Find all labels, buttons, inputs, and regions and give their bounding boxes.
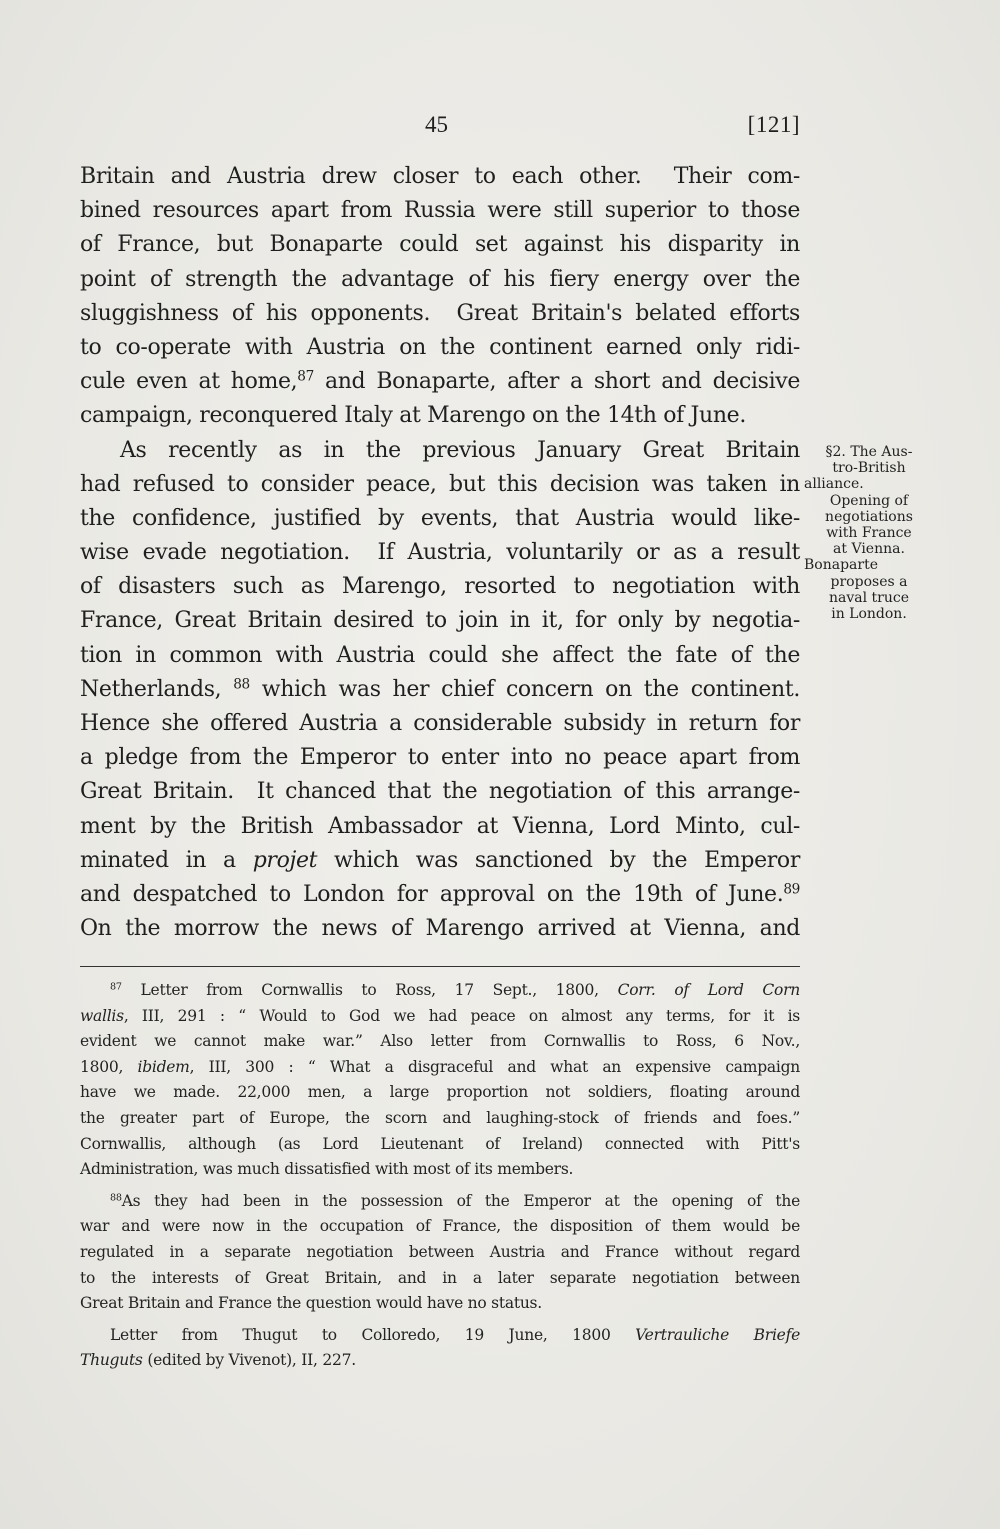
text-line: of disasters such as Marengo, resorted to negotiation with: [80, 574, 800, 600]
text-line: campaign, reconquered Italy at Marengo on the 14th of June.: [80, 403, 746, 429]
text-line: the confidence, justified by events, that Austria would like-: [80, 505, 800, 531]
text-line: had refused to consider peace, but this decision was taken in: [80, 471, 800, 497]
original-page-number: [121]: [747, 112, 800, 137]
footnote-line: Great Britain and France the question would have no status.: [80, 1294, 542, 1313]
text-line: cule even at home,$^{87}$ and Bonaparte, after a short and decisive: [80, 368, 800, 395]
footnote-ref-88: 88: [233, 676, 250, 693]
text-line: a pledge from the Emperor to enter into no peace apart from: [80, 745, 800, 771]
footnote-divider: [80, 966, 800, 967]
text-line: bined resources apart from Russia were still superior to those: [80, 198, 800, 224]
text-line: Hence she offered Austria a considerable subsidy in return for: [80, 711, 800, 736]
text-line: sluggishness of his opponents. Great Britain's belated efforts: [80, 300, 800, 326]
footnote-88: $^{88}$As they had been in the possession of the Emperor at the opening of the: [110, 1191, 800, 1210]
footnote-line: evident we cannot make war.” Also letter from Cornwallis to Ross, 6 Nov.,: [80, 1032, 800, 1051]
text-line: and despatched to London for approval on the 19th of June.$^{89}$: [80, 881, 800, 907]
footnote-89: Letter from Thugut to Colloredo, 19 June, 1800 Vertrauliche Briefe: [110, 1325, 800, 1344]
footnote-line: Cornwallis, although (as Lord Lieutenant of Ireland) connected with Pitt's: [80, 1134, 800, 1153]
text-line: ment by the British Ambassador at Vienna, Lord Minto, cul-: [80, 813, 800, 839]
footnote-line: Thuguts (edited by Vivenot), II, 227.: [80, 1351, 356, 1370]
footnote-line: regulated in a separate negotiation between Austria and France without regard: [80, 1242, 800, 1261]
footnote-line: have we made. 22,000 men, a large proportion not soldiers, floating around: [80, 1083, 800, 1102]
footnote-line: to the interests of Great Britain, and in a later separate negotiation between: [80, 1268, 800, 1287]
text-line: to co-operate with Austria on the continent earned only ridi-: [80, 334, 800, 360]
footnote-line: Administration, was much dissatisfied with most of its members.: [80, 1160, 574, 1179]
text-line: wise evade negotiation. If Austria, voluntarily or as a result: [80, 540, 800, 566]
text-line: Britain and Austria drew closer to each other. Their com-: [80, 164, 800, 189]
text-line: Netherlands, $^{88}$ which was her chief concern on the continent.: [80, 676, 800, 702]
text-line: of France, but Bonaparte could set against his disparity in: [80, 232, 800, 258]
footnote-line: wallis, III, 291 : “ Would to God we had peace on almost any terms, for it is: [80, 1006, 800, 1025]
main-text: [80, 160, 800, 946]
marginal-note: §2. The Aus- tro-British alliance. Opening of negotiations with France at Vienna. Bonaparte proposes a naval truce in London.: [804, 444, 913, 623]
text-line: Great Britain. It chanced that the negotiation of this arrange-: [80, 779, 800, 805]
page-number: 45: [425, 112, 448, 137]
running-header: [80, 112, 800, 146]
text-line: As recently as in the previous January Great Britain: [120, 437, 800, 463]
text-line: On the morrow the news of Marengo arrived at Vienna, and: [80, 916, 800, 942]
text-line: tion in common with Austria could she affect the fate of the: [80, 642, 800, 668]
footnote-87: $^{87}$ Letter from Cornwallis to Ross, 17 Sept., 1800, Corr. of Lord Corn: [110, 981, 801, 999]
footnote-ref-89: 89: [783, 881, 800, 898]
text-line: point of strength the advantage of his fiery energy over the: [80, 266, 800, 292]
footnote-line: the greater part of Europe, the scorn and laughing-stock of friends and foes.”: [80, 1108, 800, 1127]
text-line: minated in a projet which was sanctioned by the Emperor: [80, 847, 800, 873]
footnotes: [80, 978, 800, 1374]
text-line: France, Great Britain desired to join in it, for only by negotia-: [80, 608, 800, 634]
footnote-line: 1800, ibidem, III, 300 : “ What a disgraceful and what an expensive campaign: [80, 1057, 800, 1076]
footnote-ref-87: 87: [297, 368, 314, 385]
footnote-line: war and were now in the occupation of France, the disposition of them would be: [80, 1217, 800, 1236]
